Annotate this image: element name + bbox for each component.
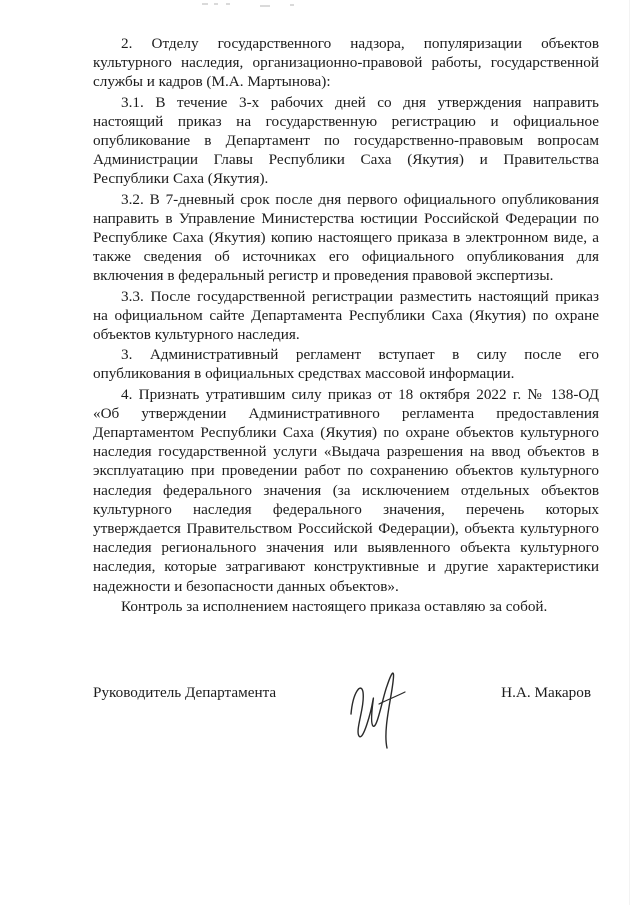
- control-paragraph: Контроль за исполнением настоящего приказа оставляю за собой.: [121, 597, 548, 615]
- scan-edge: [629, 0, 630, 905]
- paragraph-3-1: 3.1. В течение 3-х рабочих дней со дня утверждения направить настоящий приказ на государственную регистрацию и официальное опубликование в Департамент по государственно-правовым вопросам Администрации Главы Республики Саха (Якутия) и Правительства Республики Саха (Якутия).: [93, 93, 599, 188]
- paragraph-3-3: 3.3. После государственной регистрации разместить настоящий приказ на официальном сайте Департамента Республики Саха (Якутия) по охране объектов культурного наследия.: [93, 287, 599, 344]
- signatory-name: Н.А. Макаров: [501, 684, 591, 701]
- handwritten-signature: [343, 652, 413, 752]
- scan-artifact: [200, 0, 320, 10]
- paragraph-3: 3. Административный регламент вступает в силу после его опубликования в официальных средствах массовой информации.: [93, 346, 599, 383]
- signature-block: [93, 682, 599, 742]
- paragraph-2: 2. Отделу государственного надзора, популяризации объектов культурного наследия, организационно-правовой работы, государственной службы и кадров (М.А. Мартынова):: [93, 35, 599, 91]
- paragraph-3-2: 3.2. В 7-дневный срок после дня первого официального опубликования направить в Управление Министерства юстиции Российской Федерации по Республике Саха (Якутия) копию настоящего приказа в электронном виде, а также сведения об источниках его официального опубликования для включения в федеральный регистр и проведения правовой экспертизы.: [93, 190, 599, 285]
- signatory-title: Руководитель Департамента: [93, 684, 277, 701]
- document-body: [93, 34, 599, 617]
- paragraph-4: 4. Признать утратившим силу приказ от 18 октября 2022 г. № 138-ОД «Об утверждении Административного регламента предоставления Департаментом Республики Саха (Якутия) по охране объектов культурного наследия государственной услуги «Выдача разрешения на ввод объектов в эксплуатацию при проведении работ по сохранению объектов культурного наследия федерального значения (за исключением отдельных объектов культурного наследия федерального значения, перечень которых утверждается Правительством Российской Федерации), объекта культурного наследия регионального значения или выявленного объекта культурного наследия, которые затрагивают конструктивные и другие характеристики надежности и безопасности данных объектов».: [93, 385, 599, 595]
